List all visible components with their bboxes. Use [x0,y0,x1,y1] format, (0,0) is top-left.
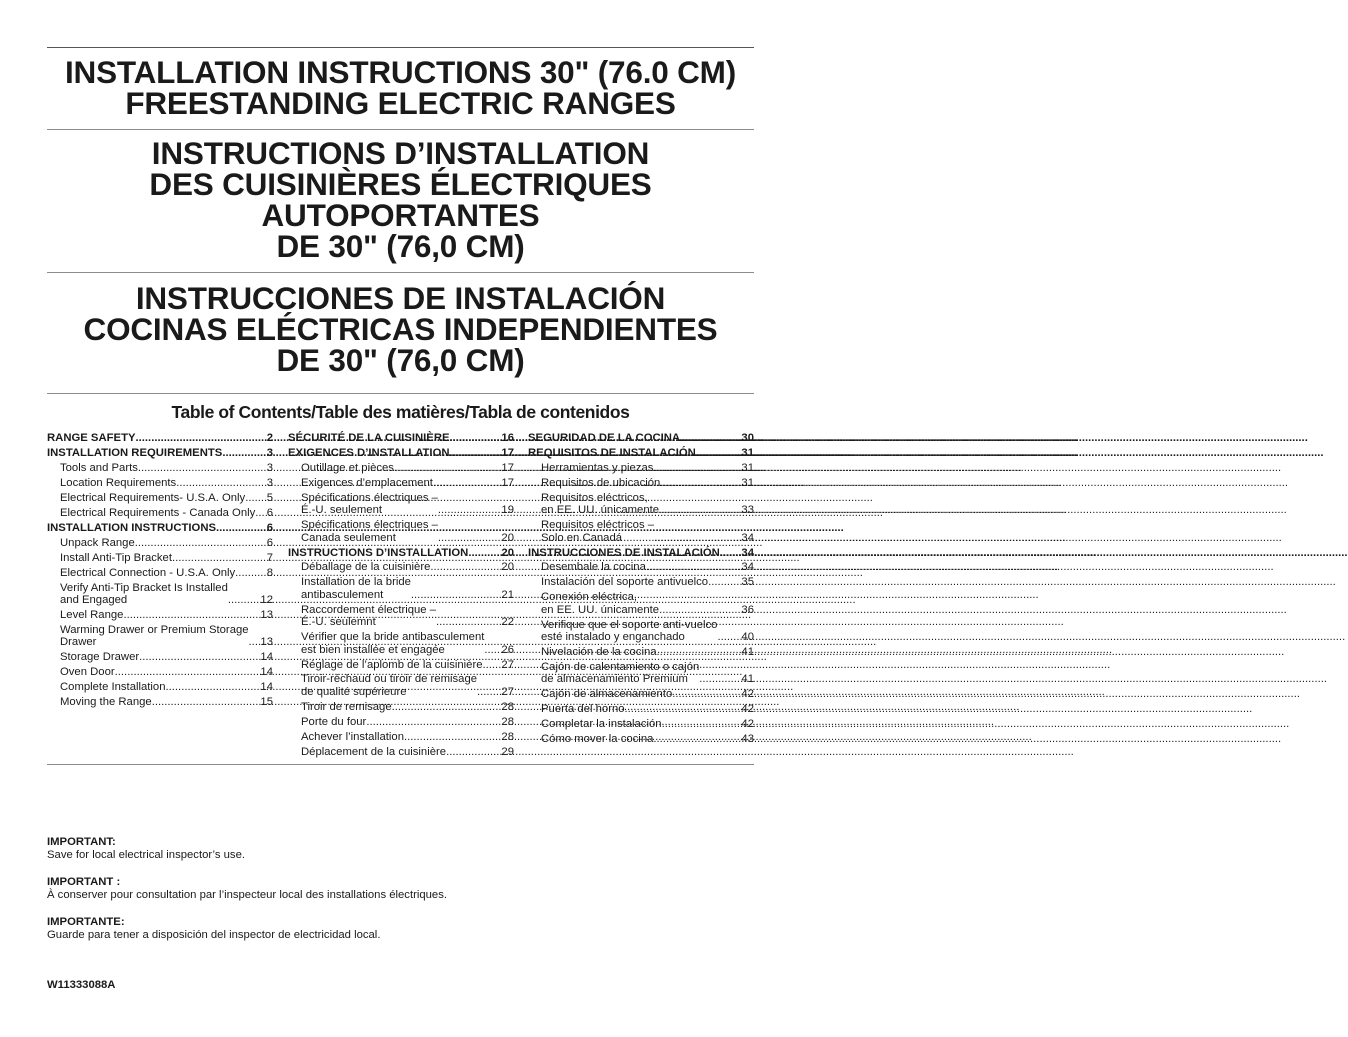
dot-leader [411,589,502,601]
toc-entry[interactable] [288,701,514,713]
toc-page-number: 13 [260,608,273,621]
toc-entry[interactable] [47,681,273,693]
dot-leader [366,716,501,728]
toc-page-number: 21 [501,588,514,601]
toc-entry[interactable] [47,447,273,459]
toc-entry[interactable] [47,537,273,549]
toc-page-number: 20 [501,546,514,559]
dot-leader [717,631,741,643]
toc-entry[interactable] [528,492,754,517]
dot-leader [430,561,501,573]
toc-entry-title [60,624,249,649]
toc-entry-title-line: Installation de la bride [301,576,411,589]
title-english [47,54,754,121]
dot-leader [662,718,742,730]
notice-french [47,876,447,902]
toc-page-number: 20 [501,531,514,544]
toc-page-number: 43 [741,733,754,746]
toc-entry[interactable] [528,703,754,715]
toc-entry-title: Nivelación de la cocina [541,646,657,659]
dot-leader [450,447,502,459]
toc-entry-title-line: É.-U. seulement [301,504,382,517]
toc-entry-title [301,673,477,698]
toc-page-number: 29 [501,745,514,758]
toc-entry-title-line: Drawer [60,636,97,649]
toc-entry[interactable] [288,432,514,444]
dot-leader [659,504,741,516]
toc-entry[interactable] [528,432,754,444]
toc-page-number: 20 [501,561,514,574]
toc-page-number: 14 [260,681,273,694]
dot-leader [653,462,741,474]
toc-page-number: 19 [501,504,514,517]
title-line: FREESTANDING ELECTRIC RANGES [125,85,676,121]
dot-leader [653,733,741,745]
toc-entry-title-line: Solo en Canadá [541,531,623,544]
toc-entry-title [541,591,659,616]
dot-leader [438,532,502,544]
toc-page-number: 31 [741,446,754,459]
toc-page-number: 6 [266,506,273,519]
dot-leader [216,522,267,534]
toc-entry-title: Tiroir de remisage [301,700,392,713]
dot-leader [468,547,501,559]
toc-entry-title: RANGE SAFETY [47,432,136,444]
toc-entry[interactable] [528,688,754,700]
toc-entry-title: REQUISITOS DE INSTALACIÓN [528,446,696,459]
title-line: DE 30" (76,0 CM) [276,342,525,378]
toc-entry-title-line: Canada seulement [301,531,396,544]
toc-entry-title [541,661,699,686]
toc-entry-title-line: É.-U. seulemnt [301,616,376,629]
dot-leader [255,507,266,519]
toc-entry-title-line: Requisitos eléctricos, [541,491,648,504]
dot-leader [404,731,501,743]
dot-leader [625,703,742,715]
dot-leader [176,477,267,489]
dot-leader [708,576,741,588]
toc-entry-title [301,519,438,544]
toc-entry-title: EXIGENCES D’INSTALLATION [288,446,450,459]
toc-entry-title-line: Tiroir-réchaud ou tiroir de remisage [301,673,478,686]
toc-entry[interactable] [528,646,754,658]
title-spanish [47,280,754,378]
dot-leader [123,609,260,621]
toc-page-number: 17 [501,461,514,474]
toc-page-number: 28 [501,715,514,728]
toc-page-number: 14 [260,666,273,679]
toc-entry[interactable] [528,718,754,730]
toc-entry-title-line: Cajón de calentamiento o cajón [541,661,700,674]
toc-entry-title: INSTRUCCIONES DE INSTALACIÓN [528,546,720,559]
toc-entry[interactable] [288,659,514,671]
toc-entry-title [60,582,228,607]
dot-leader [136,432,267,444]
toc-page-number: 26 [501,643,514,656]
toc-entry[interactable] [47,651,273,663]
toc-entry-title: Moving the Range [60,696,152,709]
toc-entry-title: Instalación del soporte antivuelco [541,576,709,589]
toc-entry-title: SÉCURITÉ DE LA CUISINIÈRE [288,432,450,444]
toc-entry[interactable] [47,492,273,504]
toc-entry[interactable] [288,477,514,489]
dot-leader [446,746,501,758]
toc-entry-title: Exigences d’emplacement [301,476,433,489]
toc-entry-title: INSTALLATION INSTRUCTIONS [47,521,217,534]
toc-entry-title [541,492,659,517]
toc-page-number: 7 [266,551,273,564]
top-rule [47,47,754,48]
toc-page-number: 42 [741,718,754,731]
toc-entry[interactable] [528,619,754,644]
toc-entry-title-line: est bien installée et engagée [301,643,445,656]
toc-page-number: 2 [266,432,273,444]
toc-page-number: 34 [741,531,754,544]
toc-entry-title: Electrical Connection - U.S.A. Only [60,566,236,579]
toc-entry-title-line: and Engaged [60,593,128,606]
toc-page-number: 36 [741,603,754,616]
notice-body: Guarde para tener a disposición del inspector de electricidad local. [47,929,381,941]
dot-leader [392,701,502,713]
title-line: INSTRUCTIONS D’INSTALLATION [151,135,650,171]
toc-entry[interactable] [47,552,273,564]
toc-page-number: 42 [741,703,754,716]
toc-entry-title: INSTRUCTIONS D’INSTALLATION [288,546,469,559]
toc-entry-title [301,631,484,656]
notice-heading: IMPORTANTE: [47,916,125,928]
toc-entry[interactable] [528,561,754,573]
notice-heading: IMPORTANT: [47,836,116,848]
toc-entry-title: Oven Door [60,666,115,679]
toc-entry[interactable] [528,447,754,459]
toc-page-number: 28 [501,730,514,743]
dot-leader [438,504,502,516]
toc-page-number: 27 [501,685,514,698]
dot-leader [139,651,260,663]
toc-entry[interactable] [288,519,514,544]
title-line: DE 30" (76,0 CM) [276,228,525,264]
toc-entry-title-line: en EE. UU. únicamente [541,504,660,517]
toc-entry[interactable] [47,522,273,534]
toc-entry-title-line: Warming Drawer or Premium Storage [60,623,249,636]
divider-4 [47,764,754,765]
toc-entry[interactable] [288,462,514,474]
toc-entry-title: Complete Installation [60,681,166,694]
dot-leader [172,552,267,564]
toc-page-number: 14 [260,651,273,664]
toc-entry-title [541,619,717,644]
divider-1 [47,129,754,130]
title-line: INSTRUCCIONES DE INSTALACIÓN [135,280,666,316]
toc-entry[interactable] [47,609,273,621]
toc-entry-title-line: Spécifications électriques – [301,519,438,532]
toc-page-number: 40 [741,631,754,644]
toc-page-number: 16 [501,432,514,444]
toc-entry[interactable] [288,547,514,559]
toc-entry[interactable] [288,631,514,656]
dot-leader [672,688,741,700]
dot-leader [235,567,267,579]
dot-leader [228,594,261,606]
toc-entry-title: Porte du four [301,715,367,728]
toc-page-number: 34 [741,561,754,574]
toc-entry[interactable] [288,673,514,698]
notice-heading: IMPORTANT : [47,876,121,888]
notice-body: À conserver pour consultation par l’inspecteur local des installations électriques. [47,889,447,901]
title-line: COCINAS ELÉCTRICAS INDEPENDIENTES [83,311,718,347]
toc-entry-title-line: Verifique que el soporte anti-vuelco [541,618,718,631]
toc-entry-title: Herramientas y piezas [541,461,654,474]
toc-entry-title: Location Requirements [60,476,177,489]
toc-entry[interactable] [288,746,514,758]
toc-page-number: 28 [501,700,514,713]
toc-entry-title-line: de qualité supérieure [301,685,407,698]
toc-page-number: 13 [260,636,273,649]
document-number: W11333088A [47,979,116,991]
toc-entry[interactable] [288,492,514,517]
title-french [47,135,754,264]
dot-leader [483,659,502,671]
toc-entry[interactable] [288,716,514,728]
toc-page-number: 8 [266,566,273,579]
notice-english [47,836,245,862]
toc-entry-title: Level Range [60,608,124,621]
toc-entry-title: Puerta del horno [541,703,625,716]
toc-entry-title: SEGURIDAD DE LA COCINA [528,432,681,444]
toc-entry-title: Completar la instalación [541,718,662,731]
toc-entry[interactable] [47,507,273,519]
toc-page-number: 5 [266,491,273,504]
toc-entry[interactable] [528,661,754,686]
toc-entry-title: INSTALLATION REQUIREMENTS [47,446,223,459]
toc-page-number: 27 [501,658,514,671]
toc-entry-title: Electrical Requirements - Canada Only [60,506,256,519]
dot-leader [249,636,261,648]
toc-entry[interactable] [528,576,754,588]
toc-entry-title: Requisitos de ubicación [541,476,661,489]
toc-entry-title: Déballage de la cuisinière [301,561,431,574]
toc-page-number: 3 [266,446,273,459]
toc-entry-title: Cómo mover la cocina [541,733,654,746]
dot-leader [115,666,261,678]
toc-entry[interactable] [528,477,754,489]
toc-entry-title-line: Spécifications électriques – [301,491,438,504]
toc-page-number: 22 [501,616,514,629]
toc-entry[interactable] [47,582,273,607]
toc-entry-title-line: de almacenamiento Premium [541,673,688,686]
dot-leader [477,686,501,698]
toc-page-number: 31 [741,476,754,489]
toc-column-english [47,432,273,711]
dot-leader [657,646,742,658]
toc-column-spanish [528,432,754,748]
dot-leader [135,537,267,549]
toc-entry-title: Outillage et pièces [301,461,394,474]
divider-3 [47,393,754,394]
title-line: AUTOPORTANTES [261,197,540,233]
toc-heading: Table of Contents/Table des matières/Tabla de contenidos [171,402,630,422]
toc-entry-title: Réglage de l’aplomb de la cuisinière [301,658,483,671]
toc-entry-title: Cajón de almacenamiento [541,688,673,701]
toc-page-number: 12 [260,593,273,606]
toc-page-number: 6 [266,536,273,549]
title-line: INSTALLATION INSTRUCTIONS 30" (76.0 CM) [64,54,736,90]
dot-leader [166,681,261,693]
toc-entry-title-line: Verify Anti-Tip Bracket Is Installed [60,581,228,594]
toc-page-number: 17 [501,446,514,459]
dot-leader [699,673,741,685]
toc-entry[interactable] [288,447,514,459]
toc-entry[interactable] [528,733,754,745]
toc-entry[interactable] [288,561,514,573]
toc-page-number: 30 [741,432,754,444]
toc-entry-title: Storage Drawer [60,651,140,664]
toc-entry[interactable] [288,604,514,629]
toc-entry-title-line: Raccordement électrique – [301,603,437,616]
dot-leader [696,447,742,459]
dot-leader [222,447,266,459]
dot-leader [450,432,502,444]
toc-entry-title: Unpack Range [60,536,135,549]
toc-page-number: 34 [741,546,754,559]
toc-entry[interactable] [47,696,273,708]
toc-entry-title [541,519,654,544]
dot-leader [484,644,501,656]
dot-leader [659,604,741,616]
dot-leader [646,561,742,573]
toc-entry-title-line: antibasculement [301,588,384,601]
toc-entry-title: Desembale la cocina [541,561,646,574]
toc-entry-title [301,576,411,601]
dot-leader [680,432,741,444]
toc-page-number: 42 [741,688,754,701]
toc-entry[interactable] [528,462,754,474]
toc-entry-title: Achever l’installation [301,730,404,743]
toc-entry[interactable] [528,591,754,616]
dot-leader [660,477,741,489]
toc-page-number: 3 [266,461,273,474]
toc-entry[interactable] [288,576,514,601]
toc-entry-title-line: Conexión eléctrica, [541,591,638,604]
toc-entry-title: Déplacement de la cuisinière [301,745,447,758]
toc-entry-title-line: esté instalado y enganchado [541,631,685,644]
toc-page-number: 17 [501,476,514,489]
divider-2 [47,272,754,273]
toc-entry-title: Tools and Parts [60,461,138,474]
toc-page-number: 15 [260,696,273,709]
toc-entry[interactable] [528,519,754,544]
toc-entry-title-line: Vérifier que la bride antibasculement [301,631,485,644]
notice-body: Save for local electrical inspector’s use. [47,849,245,861]
toc-page-number: 6 [266,521,273,534]
dot-leader [436,616,501,628]
toc-page-number: 41 [741,646,754,659]
toc-page-number: 3 [266,476,273,489]
dot-leader [245,492,267,504]
toc-entry[interactable] [47,666,273,678]
dot-leader [152,696,261,708]
dot-leader [433,477,502,489]
toc-entry-title [301,492,438,517]
toc-entry[interactable] [47,477,273,489]
toc-page-number: 33 [741,504,754,517]
dot-leader [394,462,501,474]
toc-entry-title-line: Requisitos eléctricos – [541,519,655,532]
toc-page-number: 31 [741,461,754,474]
dot-leader [138,462,267,474]
toc-entry-title-line: en EE. UU. únicamente [541,603,660,616]
toc-entry[interactable] [528,547,754,559]
toc-column-french [288,432,514,761]
notice-spanish [47,916,380,942]
toc-entry-title [301,604,436,629]
toc-entry[interactable] [47,567,273,579]
toc-entry[interactable] [47,432,273,444]
toc-page-number: 41 [741,673,754,686]
toc-entry[interactable] [288,731,514,743]
toc-entry[interactable] [47,462,273,474]
dot-leader [720,547,742,559]
dot-leader [654,532,741,544]
toc-entry-title: Install Anti-Tip Bracket [60,551,172,564]
toc-entry-title: Electrical Requirements- U.S.A. Only [60,491,246,504]
toc-page-number: 35 [741,576,754,589]
title-line: DES CUISINIÈRES ÉLECTRIQUES [149,166,652,202]
toc-entry[interactable] [47,624,273,649]
